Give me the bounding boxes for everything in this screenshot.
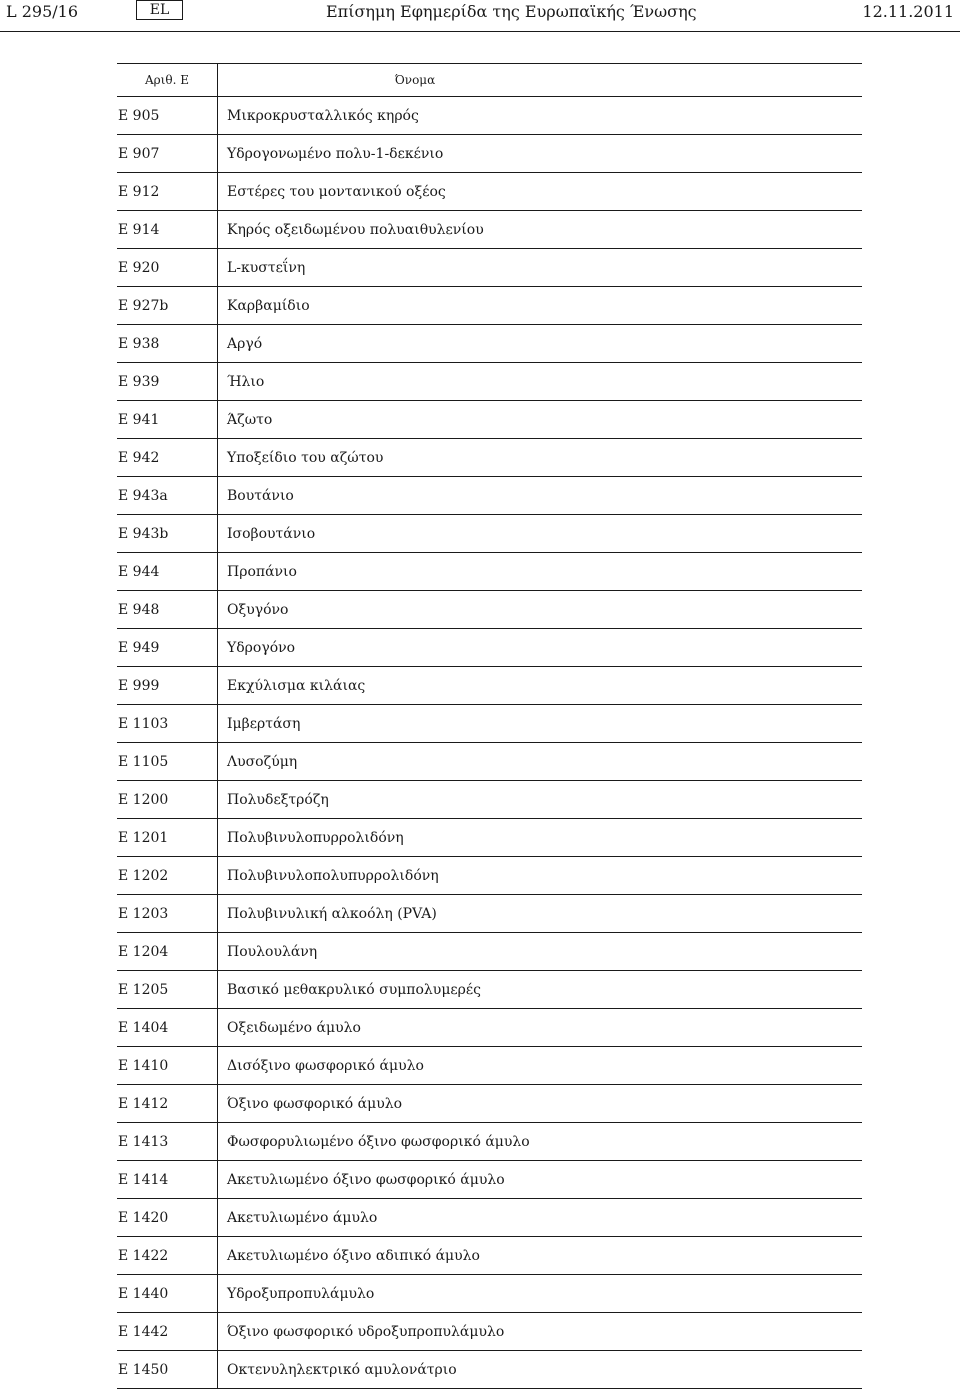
- table-row: [117, 1275, 862, 1313]
- table-row: [117, 1237, 862, 1275]
- e-number-cell: E 1414: [117, 1161, 218, 1199]
- table-row: [117, 1085, 862, 1123]
- additive-name-cell: Υδρογονωμένο πολυ-1-δεκένιο: [218, 135, 863, 173]
- additive-name-cell: Όξινο φωσφορικό άμυλο: [218, 1085, 863, 1123]
- header-divider: [0, 31, 960, 32]
- e-number-cell: E 1410: [117, 1047, 218, 1085]
- e-number-cell: E 1204: [117, 933, 218, 971]
- column-header-code: Αριθ. Ε: [117, 64, 218, 97]
- additive-name-cell: Προπάνιο: [218, 553, 863, 591]
- e-number-cell: E 941: [117, 401, 218, 439]
- table-row: [117, 1009, 862, 1047]
- table-row: [117, 895, 862, 933]
- additive-name-cell: Καρβαμίδιο: [218, 287, 863, 325]
- e-number-cell: E 948: [117, 591, 218, 629]
- additive-name-cell: Ισοβουτάνιο: [218, 515, 863, 553]
- e-number-cell: E 927b: [117, 287, 218, 325]
- e-number-cell: E 905: [117, 97, 218, 135]
- additive-name-cell: Εκχύλισμα κιλάιας: [218, 667, 863, 705]
- e-number-cell: E 944: [117, 553, 218, 591]
- additive-name-cell: Εστέρες του μοντανικού οξέος: [218, 173, 863, 211]
- table-header-row: [117, 64, 862, 97]
- additive-name-cell: Ακετυλιωμένο όξινο αδιπικό άμυλο: [218, 1237, 863, 1275]
- table-row: [117, 667, 862, 705]
- additive-name-cell: Πουλουλάνη: [218, 933, 863, 971]
- e-number-cell: E 1420: [117, 1199, 218, 1237]
- table-row: [117, 135, 862, 173]
- additive-name-cell: Κηρός οξειδωμένου πολυαιθυλενίου: [218, 211, 863, 249]
- page-header: [0, 0, 960, 34]
- language-badge: EL: [136, 0, 183, 20]
- e-number-cell: E 949: [117, 629, 218, 667]
- e-number-cell: E 1450: [117, 1351, 218, 1389]
- additive-name-cell: Πολυδεξτρόζη: [218, 781, 863, 819]
- table-row: [117, 97, 862, 135]
- e-number-cell: E 999: [117, 667, 218, 705]
- table-row: [117, 857, 862, 895]
- table-row: [117, 819, 862, 857]
- table-row: [117, 591, 862, 629]
- additive-name-cell: Όξινο φωσφορικό υδροξυπροπυλάμυλο: [218, 1313, 863, 1351]
- additive-name-cell: Υποξείδιο του αζώτου: [218, 439, 863, 477]
- table-row: [117, 401, 862, 439]
- e-number-cell: E 912: [117, 173, 218, 211]
- column-header-name: Όνομα: [218, 64, 863, 97]
- e-number-cell: E 943b: [117, 515, 218, 553]
- e-number-cell: E 1205: [117, 971, 218, 1009]
- additive-name-cell: Ιμβερτάση: [218, 705, 863, 743]
- table-row: [117, 287, 862, 325]
- e-number-cell: E 1440: [117, 1275, 218, 1313]
- table-row: [117, 743, 862, 781]
- table-row: [117, 363, 862, 401]
- table-row: [117, 477, 862, 515]
- additive-name-cell: Οκτενυληλεκτρικό αμυλονάτριο: [218, 1351, 863, 1389]
- additive-name-cell: Υδρογόνο: [218, 629, 863, 667]
- additive-name-cell: Οξυγόνο: [218, 591, 863, 629]
- table-row: [117, 439, 862, 477]
- additives-table: [117, 63, 862, 1389]
- additive-name-cell: Λυσοζύμη: [218, 743, 863, 781]
- journal-title: Επίσημη Εφημερίδα της Ευρωπαϊκής Ένωσης: [326, 2, 697, 21]
- e-number-cell: E 938: [117, 325, 218, 363]
- table-row: [117, 173, 862, 211]
- table-row: [117, 629, 862, 667]
- additive-name-cell: Πολυβινυλοπυρρολιδόνη: [218, 819, 863, 857]
- table-row: [117, 1313, 862, 1351]
- additive-name-cell: Φωσφορυλιωμένο όξινο φωσφορικό άμυλο: [218, 1123, 863, 1161]
- e-number-cell: E 1203: [117, 895, 218, 933]
- table-row: [117, 705, 862, 743]
- table-row: [117, 1123, 862, 1161]
- table-row: [117, 1199, 862, 1237]
- additive-name-cell: Ακετυλιωμένο άμυλο: [218, 1199, 863, 1237]
- table-row: [117, 1161, 862, 1199]
- additive-name-cell: Πολυβινυλοπολυπυρρολιδόνη: [218, 857, 863, 895]
- table-row: [117, 249, 862, 287]
- table-row: [117, 553, 862, 591]
- e-number-cell: E 1103: [117, 705, 218, 743]
- table-row: [117, 933, 862, 971]
- e-number-cell: E 939: [117, 363, 218, 401]
- additive-name-cell: Αργό: [218, 325, 863, 363]
- table-row: [117, 515, 862, 553]
- additive-name-cell: Υδροξυπροπυλάμυλο: [218, 1275, 863, 1313]
- additive-name-cell: Πολυβινυλική αλκοόλη (PVA): [218, 895, 863, 933]
- e-number-cell: E 1412: [117, 1085, 218, 1123]
- e-number-cell: E 1200: [117, 781, 218, 819]
- additive-name-cell: Βασικό μεθακρυλικό συμπολυμερές: [218, 971, 863, 1009]
- additive-name-cell: L-κυστεΐνη: [218, 249, 863, 287]
- table-row: [117, 781, 862, 819]
- e-number-cell: E 1413: [117, 1123, 218, 1161]
- additive-name-cell: Ακετυλιωμένο όξινο φωσφορικό άμυλο: [218, 1161, 863, 1199]
- e-number-cell: E 920: [117, 249, 218, 287]
- e-number-cell: E 1105: [117, 743, 218, 781]
- e-number-cell: E 1201: [117, 819, 218, 857]
- additive-name-cell: Οξειδωμένο άμυλο: [218, 1009, 863, 1047]
- publication-date: 12.11.2011: [862, 2, 954, 21]
- additive-name-cell: Άζωτο: [218, 401, 863, 439]
- e-number-cell: E 942: [117, 439, 218, 477]
- additive-name-cell: Ήλιο: [218, 363, 863, 401]
- table-row: [117, 1047, 862, 1085]
- additive-name-cell: Μικροκρυσταλλικός κηρός: [218, 97, 863, 135]
- additive-name-cell: Βουτάνιο: [218, 477, 863, 515]
- e-number-cell: E 914: [117, 211, 218, 249]
- table-row: [117, 325, 862, 363]
- e-number-cell: E 1422: [117, 1237, 218, 1275]
- e-number-cell: E 943a: [117, 477, 218, 515]
- table-row: [117, 211, 862, 249]
- table-row: [117, 1351, 862, 1389]
- additive-name-cell: Δισόξινο φωσφορικό άμυλο: [218, 1047, 863, 1085]
- table-row: [117, 971, 862, 1009]
- table-body: [117, 97, 862, 1389]
- e-number-cell: E 1202: [117, 857, 218, 895]
- e-number-cell: E 1404: [117, 1009, 218, 1047]
- page-reference: L 295/16: [6, 2, 78, 21]
- e-number-cell: E 907: [117, 135, 218, 173]
- e-number-cell: E 1442: [117, 1313, 218, 1351]
